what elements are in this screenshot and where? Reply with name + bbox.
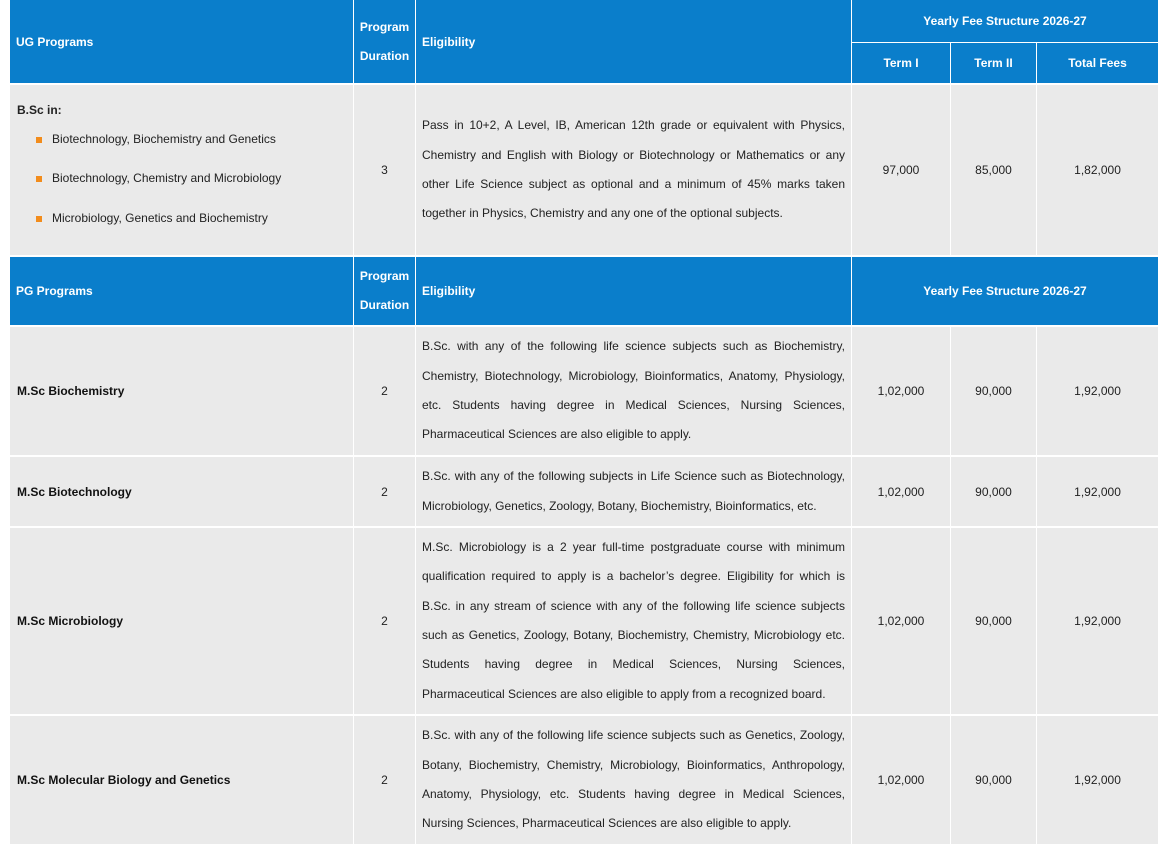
fee-structure-table: [10, 0, 1158, 844]
program-cell: M.Sc Biotechnology: [10, 455, 354, 526]
ug-header-row: [10, 0, 1158, 42]
pg-duration-header: [354, 255, 416, 325]
ug-programs-header: UG Programs: [10, 0, 354, 83]
pg-programs-header: PG Programs: [10, 255, 354, 325]
duration-cell: 2: [354, 325, 416, 455]
table-row: [10, 455, 1158, 526]
total-fees-cell: 1,92,000: [1037, 526, 1158, 714]
duration-cell: 2: [354, 455, 416, 526]
duration-header-line2: Duration: [359, 298, 410, 312]
bsc-specializations-list: [17, 120, 353, 239]
duration-cell: 2: [354, 526, 416, 714]
term1-cell: 1,02,000: [852, 526, 951, 714]
eligibility-cell: B.Sc. with any of the following life science subjects such as Biochemistry, Chemistry, Biotechnology, Microbiology, Bioinformatics, Anatomy, Physiology, etc. Students having degree in Medical Sciences, Nursing Sciences, Pharmaceutical Sciences are also eligible to apply.: [416, 325, 852, 455]
term1-cell: 1,02,000: [852, 714, 951, 844]
table-row: [10, 83, 1158, 255]
pg-fee-structure-header: Yearly Fee Structure 2026-27: [852, 255, 1158, 325]
list-item: Biotechnology, Biochemistry and Genetics: [17, 120, 353, 160]
term2-cell: 90,000: [951, 325, 1037, 455]
total-fees-cell: 1,92,000: [1037, 325, 1158, 455]
eligibility-cell: B.Sc. with any of the following life science subjects such as Genetics, Zoology, Botany, Biochemistry, Chemistry, Microbiology, Bioinformatics, Anthropology, Anatomy, Physiology, etc. Students having degree in Medical Sciences, Nursing Sciences, Pharmaceutical Sciences are also eligible to apply.: [416, 714, 852, 844]
ug-fee-structure-header: Yearly Fee Structure 2026-27: [852, 0, 1158, 42]
program-cell: M.Sc Microbiology: [10, 526, 354, 714]
duration-header-line1: Program: [359, 19, 410, 34]
total-fees-cell: 1,92,000: [1037, 455, 1158, 526]
eligibility-cell: Pass in 10+2, A Level, IB, American 12th grade or equivalent with Physics, Chemistry and English with Biology or Biotechnology or Mathematics or any other Life Science subject as optional and a minimum of 45% marks taken together in Physics, Chemistry and any one of the optional subjects.: [416, 83, 852, 255]
program-cell: M.Sc Molecular Biology and Genetics: [10, 714, 354, 844]
total-fees-header: Total Fees: [1037, 42, 1158, 84]
ug-program-cell: [10, 83, 354, 255]
duration-cell: 2: [354, 714, 416, 844]
eligibility-cell: B.Sc. with any of the following subjects in Life Science such as Biotechnology, Microbiology, Genetics, Zoology, Botany, Biochemistry, Bioinformatics, etc.: [416, 455, 852, 526]
ug-duration-header: [354, 0, 416, 83]
term1-cell: 1,02,000: [852, 325, 951, 455]
eligibility-cell: M.Sc. Microbiology is a 2 year full-time postgraduate course with minimum qualification required to apply is a bachelor’s degree. Eligibility for which is B.Sc. in any stream of science with any of the following life science subjects such as Genetics, Zoology, Botany, Biochemistry, Chemistry, Microbiology etc. Students having degree in Medical Sciences, Nursing Sciences, Pharmaceutical Sciences are also eligible to apply from a recognized board.: [416, 526, 852, 714]
pg-eligibility-header: Eligibility: [416, 255, 852, 325]
duration-cell: 3: [354, 83, 416, 255]
term1-cell: 1,02,000: [852, 455, 951, 526]
term2-cell: 85,000: [951, 83, 1037, 255]
duration-header-line2: Duration: [359, 48, 410, 63]
duration-header-line1: Program: [359, 269, 410, 283]
term2-cell: 90,000: [951, 455, 1037, 526]
term2-cell: 90,000: [951, 526, 1037, 714]
list-item: Microbiology, Genetics and Biochemistry: [17, 199, 353, 239]
table-row: [10, 526, 1158, 714]
table-row: [10, 325, 1158, 455]
table-row: [10, 714, 1158, 844]
term2-cell: 90,000: [951, 714, 1037, 844]
term2-header: Term II: [951, 42, 1037, 84]
term1-cell: 97,000: [852, 83, 951, 255]
program-cell: M.Sc Biochemistry: [10, 325, 354, 455]
list-item: Biotechnology, Chemistry and Microbiology: [17, 159, 353, 199]
ug-eligibility-header: Eligibility: [416, 0, 852, 83]
term1-header: Term I: [852, 42, 951, 84]
total-fees-cell: 1,82,000: [1037, 83, 1158, 255]
pg-header-row: [10, 255, 1158, 325]
total-fees-cell: 1,92,000: [1037, 714, 1158, 844]
bsc-title: B.Sc in:: [17, 102, 62, 117]
